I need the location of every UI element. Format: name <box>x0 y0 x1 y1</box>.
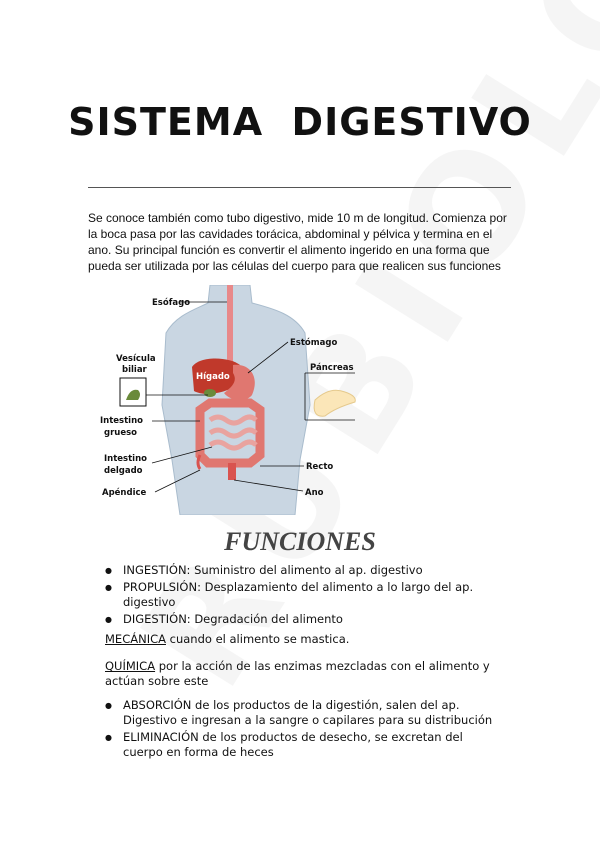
list-item: ● DIGESTIÓN: Degradación del alimento <box>105 612 505 627</box>
list-item: ● INGESTIÓN: Suministro del alimento al ap. digestivo <box>105 563 505 578</box>
quimica-paragraph <box>105 659 505 689</box>
label-vesicula-1: Vesícula <box>116 354 156 364</box>
page-title: SISTEMA DIGESTIVO <box>68 100 532 144</box>
functions-list <box>105 563 505 629</box>
label-grueso-1: Intestino <box>100 416 143 426</box>
label-estomago: Estómago <box>290 338 338 348</box>
mecanica-term: MECÁNICA <box>105 632 166 646</box>
label-grueso-2: grueso <box>104 428 137 438</box>
rectum <box>228 463 236 480</box>
label-recto: Recto <box>306 462 334 472</box>
list-item: ● PROPULSIÓN: Desplazamiento del alimento a lo largo del ap. digestivo <box>105 580 505 610</box>
esophagus <box>227 285 233 365</box>
label-esofago: Esófago <box>152 298 191 308</box>
label-ano: Ano <box>305 488 324 498</box>
label-pancreas: Páncreas <box>310 363 354 373</box>
mecanica-paragraph <box>105 632 505 647</box>
digestive-system-diagram <box>100 285 370 515</box>
intro-paragraph: Se conoce también como tubo digestivo, mide 10 m de longitud. Comienza por la boca pasa por las cavidades torácica, abdominal y pélvica y termina en el ano. Su principal función es convertir el alimento ingerido en una forma que pueda ser utilizada por las células del cuerpo para que realicen sus funciones <box>88 211 507 273</box>
functions-list-2 <box>105 698 505 762</box>
label-apendice: Apéndice <box>102 488 147 498</box>
divider <box>88 187 511 188</box>
gallbladder <box>204 389 216 397</box>
label-higado: Hígado <box>196 372 230 382</box>
label-delgado-1: Intestino <box>104 454 147 464</box>
quimica-term: QUÍMICA <box>105 659 156 673</box>
pancreas-inset <box>314 390 355 416</box>
quimica-text: por la acción de las enzimas mezcladas con el alimento y actúan sobre este <box>105 659 490 688</box>
mecanica-text: cuando el alimento se mastica. <box>165 632 350 646</box>
label-delgado-2: delgado <box>104 466 143 476</box>
funciones-heading: FUNCIONES <box>224 527 376 556</box>
list-item: ● ELIMINACIÓN de los productos de desecho, se excretan del cuerpo en forma de heces <box>105 730 505 760</box>
label-vesicula-2: biliar <box>122 365 147 375</box>
list-item: ● ABSORCIÓN de los productos de la digestión, salen del ap. Digestivo e ingresan a la sangre o capilares para su distribución <box>105 698 505 728</box>
